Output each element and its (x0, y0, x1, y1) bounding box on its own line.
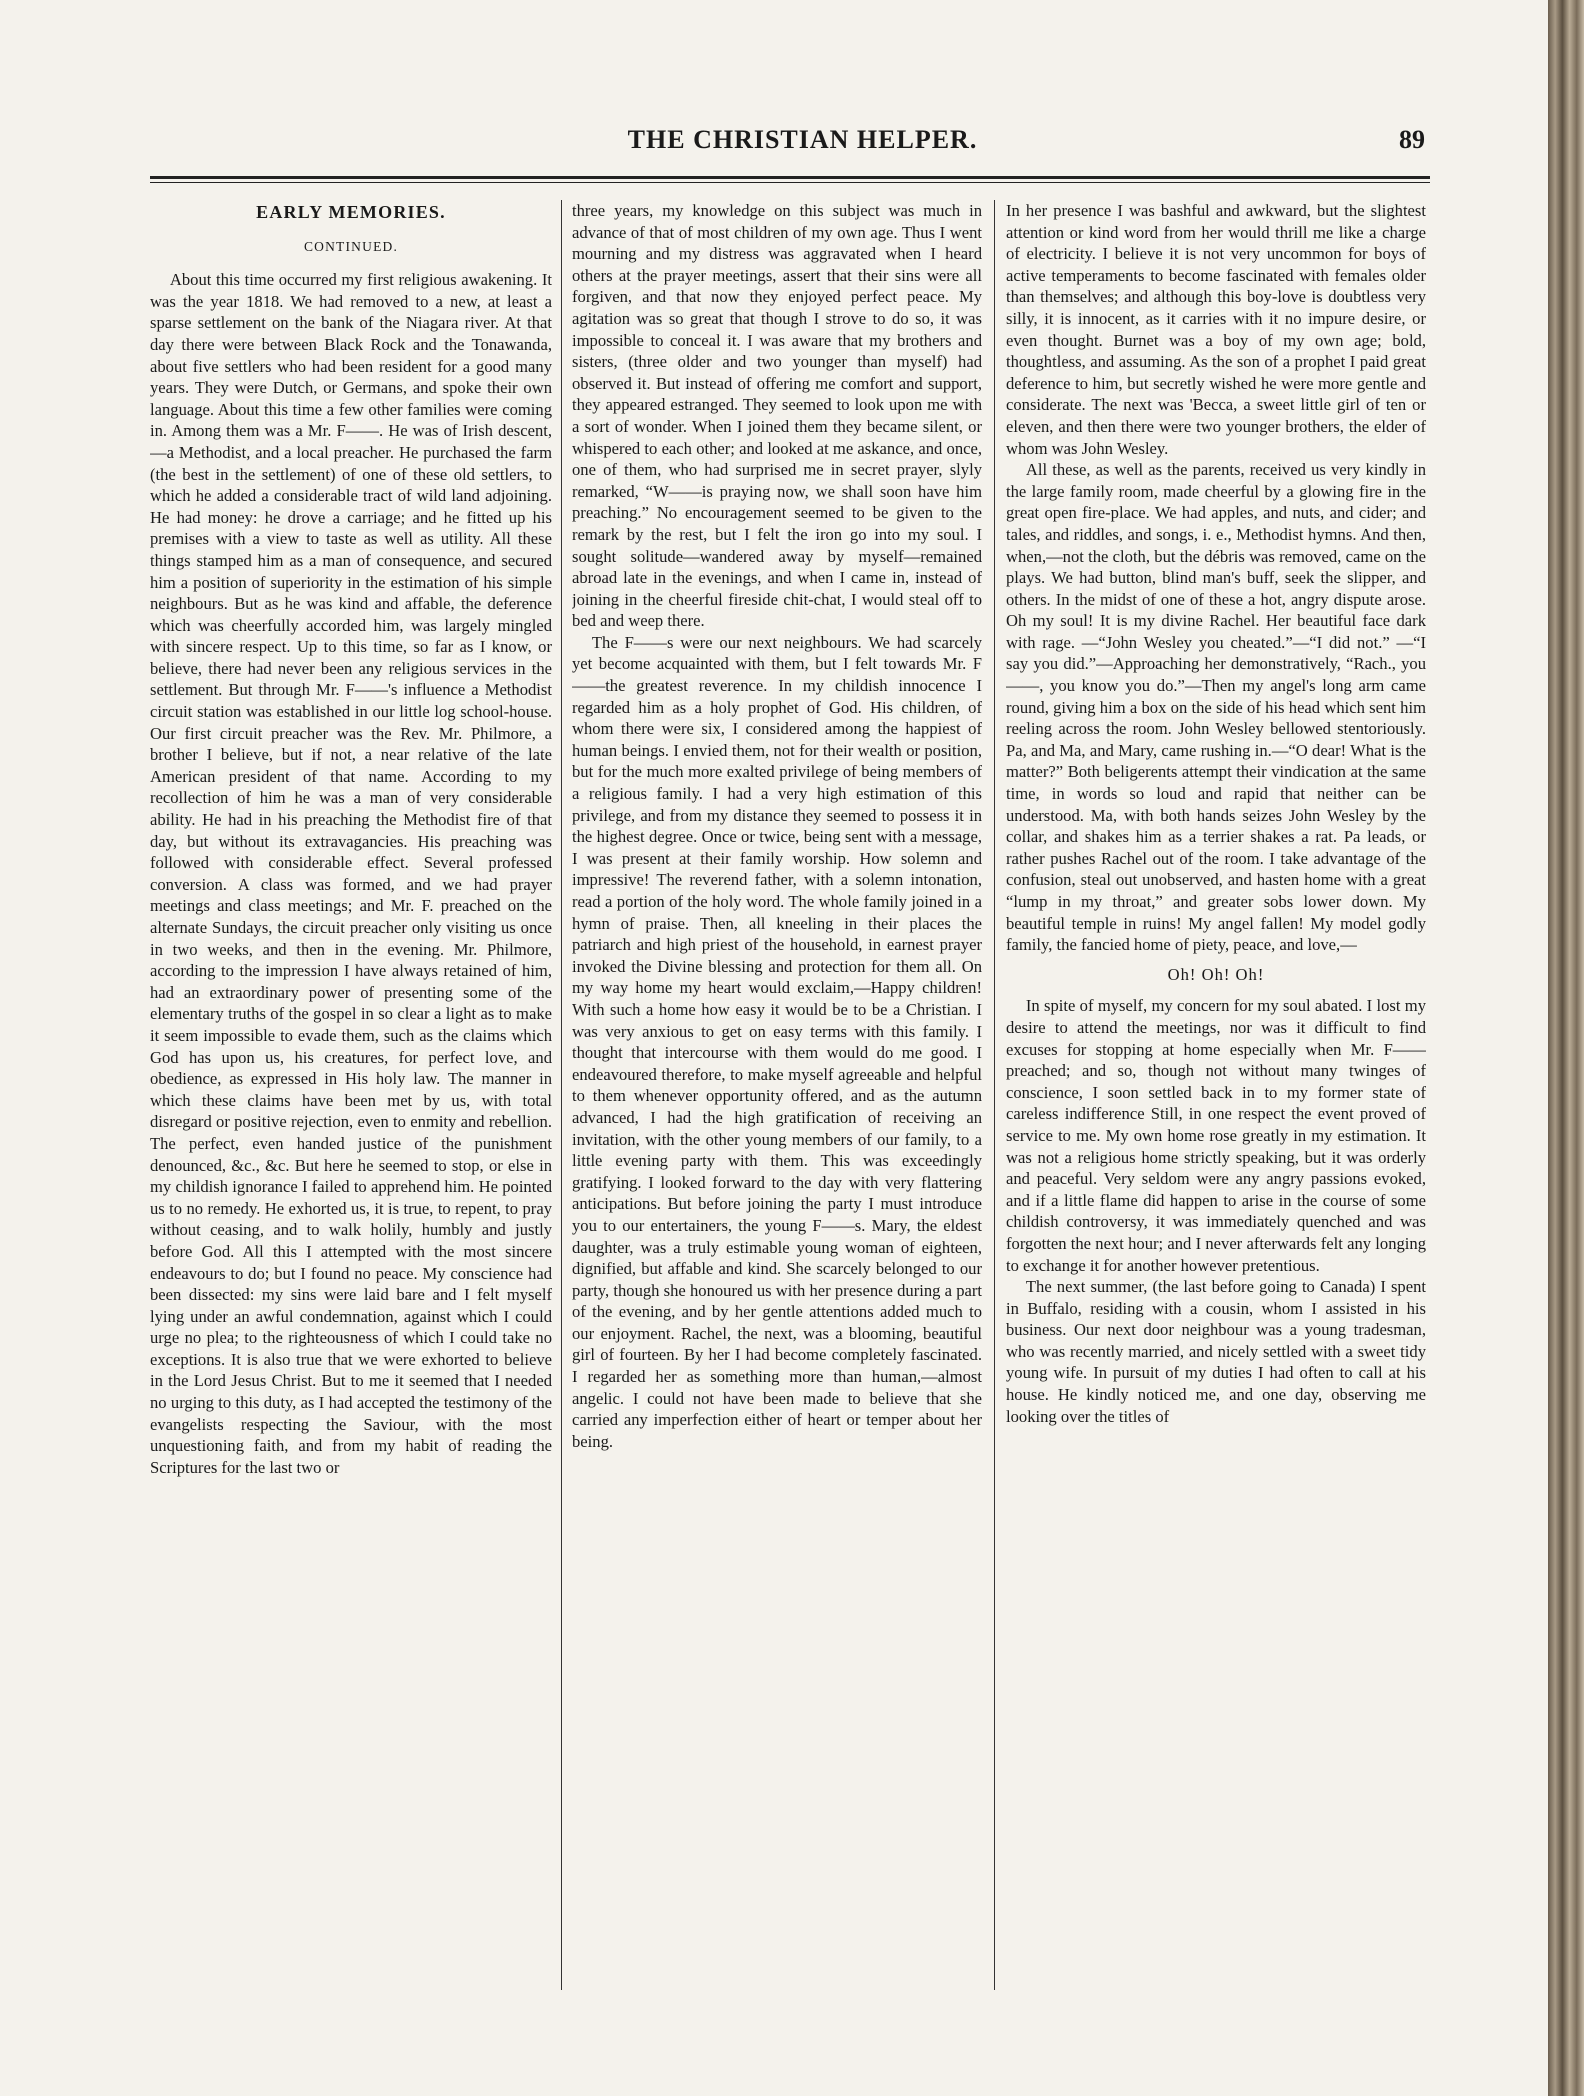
column-3 (1006, 200, 1426, 1980)
paragraph: The next summer, (the last before going to Canada) I spent in Buffalo, residing with a cousin, whom I assisted in his business. Our next door neighbour was a young tradesman, who was recently married, and nicely settled with a sweet tidy young wife. In pursuit of my duties I had often to call at his house. He kindly noticed me, and one day, observing me looking over the titles of (1006, 1277, 1426, 1426)
column-1 (150, 200, 552, 1980)
paragraph: The F——s were our next neighbours. We had scarcely yet become acquainted with them, but I felt towards Mr. F——the greatest reverence. In my childish innocence I regarded him as a holy prophet of God. His children, of whom there were six, I considered among the happiest of human beings. I envied them, not for their wealth or position, but for the much more exalted privilege of being members of a religious family. I had a very high estimation of this privilege, and from my distance they seemed to possess it in the highest degree. Once or twice, being sent with a message, I was present at their family worship. How solemn and impressive! The reverend father, with a solemn intonation, read a portion of the holy word. The whole family joined in a hymn of praise. Then, all kneeling in their places the patriarch and high priest of the household, in earnest prayer invoked the Divine blessing and protection for them all. On my way home my heart would exclaim,—Happy children! With such a home how easy it would be to be a Christian. I was very anxious to get on easy terms with this family. I thought that intercourse with them would do me good. I endeavoured therefore, to make myself agreeable and helpful to them whenever opportunity offered, and as the autumn advanced, I had the high gratification of receiving an invitation, with the other young members of our family, to a little evening party with them. This was exceedingly gratifying. I looked forward to the day with very flattering anticipations. But before joining the party I must introduce you to our entertainers, the young F——s. Mary, the eldest daughter, was a truly estimable young woman of eighteen, dignified, but affable and kind. She scarcely belonged to our party, though she honoured us with her presence during a part of the evening, and by her gentle attentions added much to our enjoyment. Rachel, the next, was a blooming, beautiful girl of fourteen. By her I had become completely fascinated. I regarded her as something more than human,—almost angelic. I could not have been made to believe that she carried any imperfection either of heart or temper about her being. (572, 632, 982, 1451)
book-spine-edge (1548, 0, 1584, 2096)
article-title: EARLY MEMORIES. (256, 202, 446, 222)
paragraph: In her presence I was bashful and awkward, but the slightest attention or kind word from her would thrill me like a charge of electricity. I believe it is not very uncommon for boys of active temperaments to become fascinated with females older than themselves; and although this boy-love is doubtless very silly, it is innocent, as it carries with it no impure desire, or even thought. Burnet was a boy of my own age; bold, thoughtless, and assuming. As the son of a prophet I paid great deference to him, but secretly wished he were more gentle and considerate. The next was 'Becca, a sweet little girl of ten or eleven, and then there were two younger brothers, the elder of whom was John Wesley. (1006, 201, 1426, 458)
column-divider (561, 200, 562, 1990)
header-rule (150, 176, 1430, 183)
article-subtitle: CONTINUED. (303, 238, 399, 254)
paragraph: About this time occurred my first religious awakening. It was the year 1818. We had removed to a new, at least a sparse settlement on the bank of the Niagara river. At that day there were between Black Rock and the Tonawanda, about five settlers who had been resident for a good many years. They were Dutch, or Germans, and spoke their own language. About this time a few other families were coming in. Among them was a Mr. F——. He was of Irish descent,—a Methodist, and a local preacher. He purchased the farm (the best in the settlement) of one of these old settlers, to which he added a considerable tract of wild land adjoining. He had money: he drove a carriage; and he fitted up his premises with a view to taste as well as utility. All these things stamped him as a man of consequence, and secured him a position of superiority in the estimation of his simple neighbours. But as he was kind and affable, the deference which was cheerfully accorded him, was largely mingled with sincere respect. Up to this time, so far as I know, or believe, there had never been any religious services in the settlement. But through Mr. F——'s influence a Methodist circuit station was established in our little log school-house. Our first circuit preacher was the Rev. Mr. Philmore, a brother I believe, but if not, a near relative of the late American president of that name. According to my recollection of him he was a man of very considerable ability. He had in his preaching the Methodist fire of that day, but without its extravagancies. His preaching was followed with considerable effect. Several professed conversion. A class was formed, and we had prayer meetings and class meetings; and Mr. F. preached on the alternate Sundays, the circuit preacher only visiting us once in two weeks, and then in the evening. Mr. Philmore, according to the impression I have always retained of him, had an extraordinary power of presenting some of the elementary truths of the gospel in so clear a light as to make it seem impossible to evade them, such as the claims which God has upon us, his creatures, for perfect love, and obedience, as expressed in His holy law. The manner in which these claims have been met by us, with total disregard or positive rejection, even to enmity and rebellion. The perfect, even handed justice of the punishment denounced, &c., &c. But here he seemed to stop, or else in my childish ignorance I failed to apprehend him. He pointed us to no remedy. He exhorted us, it is true, to repent, to pray without ceasing, and to walk holily, humbly and justly before God. All this I attempted with the most sincere endeavours to do; but I found no peace. My conscience had been dissected: my sins were laid bare and I felt myself lying under an awful condemnation, against which I could urge no plea; to the righteousness of which I could take no exceptions. It is also true that we were exhorted to believe in the Lord Jesus Christ. But to me it seemed that I needed no urging to this duty, as I had accepted the testimony of the evangelists respecting the Saviour, with the most unquestioning faith, and from my habit of reading the Scriptures for the last two or (150, 270, 552, 1477)
exclamation-line: Oh! Oh! Oh! (1167, 964, 1265, 984)
paragraph: All these, as well as the parents, received us very kindly in the large family room, made cheerful by a glowing fire in the great open fire-place. We had apples, and nuts, and cider; and tales, and riddles, and songs, i. e., Methodist hymns. And then, when,—not the cloth, but the débris was removed, came on the plays. We had button, blind man's buff, seek the slipper, and others. In the midst of one of these a hot, angry dispute arose. Oh my soul! It is my divine Rachel. Her beautiful face dark with rage. —“John Wesley you cheated.”—“I did not.” —“I say you did.”—Approaching her demonstratively, “Rach., you ——, you know you do.”—Then my angel's long arm came round, giving him a box on the side of his head which sent him reeling across the room. John Wesley bellowed stentoriously. Pa, and Ma, and Mary, came rushing in.—“O dear! What is the matter?” Both beligerents attempt their vindication at the same time, in words so loud and rapid that neither can be understood. Ma, with both hands seizes John Wesley by the collar, and shakes him as a terrier shakes a rat. Pa leads, or rather pushes Rachel out of the room. I take advantage of the confusion, steal out unobserved, and hasten home with a great “lump in my throat,” and greater sobs lower down. My beautiful temple in ruins! My angel fallen! My model godly family, the fancied home of piety, peace, and love,— (1006, 460, 1426, 955)
page-number: 89 (1399, 125, 1425, 154)
running-title: THE CHRISTIAN HELPER. (627, 125, 978, 154)
article-columns (150, 200, 1430, 1980)
page-header (180, 125, 1425, 165)
paragraph: In spite of myself, my concern for my soul abated. I lost my desire to attend the meetings, nor was it difficult to find excuses for stopping at home especially when Mr. F—— preached; and so, though not without many twinges of conscience, I soon settled back in to my former state of careless indifference Still, in one respect the event proved of service to me. My own home rose greatly in my estimation. It was not a religious home strictly speaking, but it was orderly and peaceful. Very seldom were any angry passions evoked, and if a little flame did happen to arise in the course of some childish controversy, it was immediately quenched and was forgotten the next hour; and I never afterwards felt any longing to exchange it for another however pretentious. (1006, 996, 1426, 1275)
column-divider (994, 200, 995, 1990)
column-2 (572, 200, 982, 1980)
paragraph: three years, my knowledge on this subject was much in advance of that of most children of my own age. Thus I went mourning and my distress was aggravated when I heard others at the prayer meetings, assert that their sins were all forgiven, and that now they enjoyed perfect peace. My agitation was so great that though I strove to do so, it was impossible to conceal it. I was aware that my brothers and sisters, (three older and two younger than myself) had observed it. But instead of offering me comfort and support, they appeared estranged. They seemed to look upon me with a sort of wonder. When I joined them they became silent, or whispered to each other; and looked at me askance, and once, one of them, who had surprised me in secret prayer, slyly remarked, “W——is praying now, we shall soon have him preaching.” No encouragement seemed to be given to the remark by the rest, but I felt the iron go into my soul. I sought solitude—wandered away by myself—remained abroad late in the evenings, and when I came in, instead of joining in the cheerful fireside chit-chat, I would steal off to bed and weep there. (572, 201, 982, 631)
